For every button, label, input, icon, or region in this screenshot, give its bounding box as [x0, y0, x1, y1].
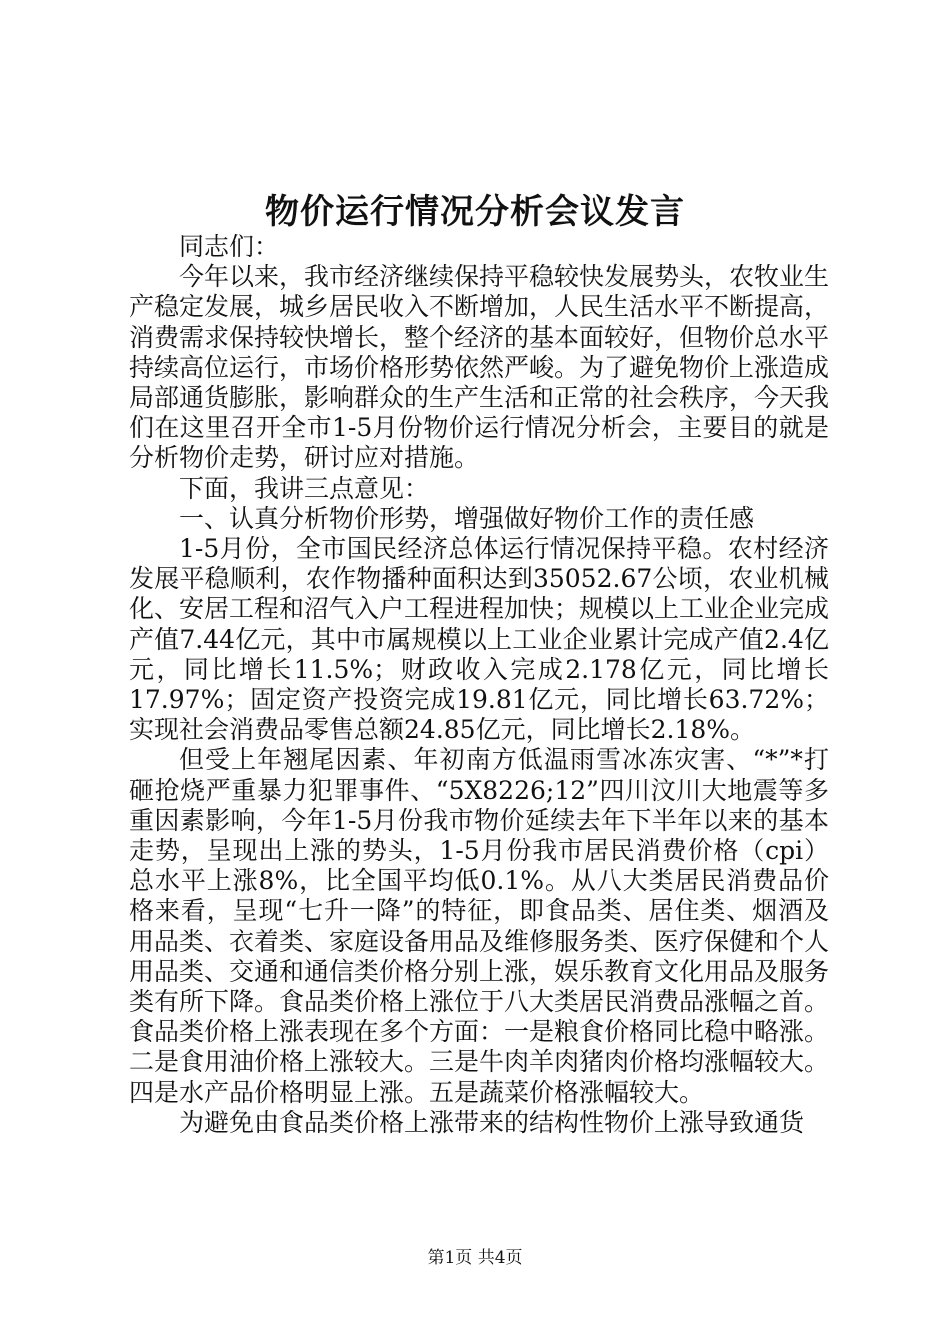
- outline-paragraph: 下面，我讲三点意见：: [179, 473, 430, 503]
- document-title: 物价运行情况分析会议发言: [265, 192, 685, 232]
- document-body: [129, 232, 829, 1138]
- salutation-paragraph: 同志们：: [179, 232, 280, 261]
- page-number-footer: 第1页 共4页: [427, 1248, 523, 1268]
- price-trend-paragraph: 但受上年翘尾因素、年初南方低温雨雪冰冻灾害、“*”*打砸抢烧严重暴力犯罪事件、“5X8226;12”四川汶川大地震等多重因素影响，今年1-5月份我市物价延续去年下半年以来的基本走势，呈现出上涨的势头，1-5月份我市居民消费价格（cpi）总水平上涨8%，比全国平均低0.1%。从八大类居民消费品价格来看，呈现“七升一降”的特征，即食品类、居住类、烟酒及用品类、衣着类、家庭设备用品及维修服务类、医疗保健和个人用品类、交通和通信类价格分别上涨，娱乐教育文化用品及服务类有所下降。食品类价格上涨位于八大类居民消费品涨幅之首。食品类价格上涨表现在多个方面：一是粮食价格同比稳中略涨。二是食用油价格上涨较大。三是牛肉羊肉猪肉价格均涨幅较大。四是水产品价格明显上涨。五是蔬菜价格涨幅较大。: [129, 745, 830, 1107]
- economy-paragraph: 1-5月份，全市国民经济总体运行情况保持平稳。农村经济发展平稳顺利，农作物播种面积达到35052.67公顷，农业机械化、安居工程和沼气入户工程进程加快；规模以上工业企业完成产值7.44亿元，其中市属规模以上工业企业累计完成产值2.4亿元，同比增长11.5%；财政收入完成2.178亿元，同比增长17.97%；固定资产投资完成19.81亿元，同比增长63.72%；实现社会消费品零售总额24.85亿元，同比增长2.18%。: [129, 534, 830, 745]
- section-heading: 一、认真分析物价形势，增强做好物价工作的责任感: [179, 503, 755, 533]
- continuation-paragraph: 为避免由食品类价格上涨带来的结构性物价上涨导致通货: [179, 1107, 805, 1137]
- intro-paragraph: 今年以来，我市经济继续保持平稳较快发展势头，农牧业生产稳定发展，城乡居民收入不断增加，人民生活水平不断提高，消费需求保持较快增长，整个经济的基本面较好，但物价总水平持续高位运行，市场价格形势依然严峻。为了避免物价上涨造成局部通货膨胀，影响群众的生产生活和正常的社会秩序，今天我们在这里召开全市1-5月份物价运行情况分析会，主要目的就是分析物价走势，研讨应对措施。: [129, 262, 830, 473]
